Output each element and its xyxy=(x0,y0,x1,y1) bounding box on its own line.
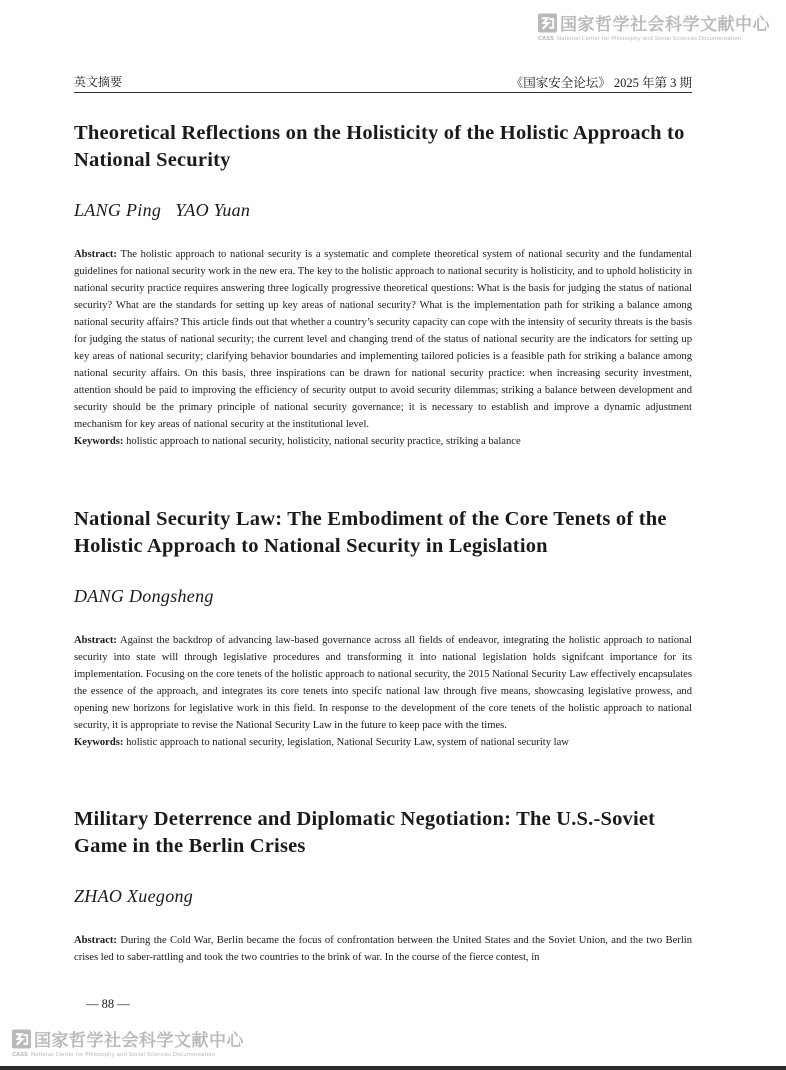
running-header xyxy=(74,72,692,93)
header-journal: 《国家安全论坛》 2025 年第 3 期 xyxy=(510,76,692,90)
keywords-text: holistic approach to national security, legislation, National Security Law, system of national security law xyxy=(126,737,569,748)
article-authors xyxy=(74,200,692,221)
article-2 xyxy=(74,506,692,751)
abstract-label: Abstract: xyxy=(74,249,117,260)
keywords-text: holistic approach to national security, holisticity, national security practice, striking a balance xyxy=(126,436,521,447)
article-abstract xyxy=(74,632,692,734)
watermark-cass: CASS xyxy=(538,36,554,42)
abstract-label: Abstract: xyxy=(74,635,117,646)
abstract-text: The holistic approach to national security is a systematic and complete theoretical system of national security and the fundamental guidelines for national security work in the new era. The key to the holistic approach to national security is holisticity, and to uphold holisticity in national security practice requires answering three logically progressive theoretical questions: What is the basis for judging the status of national security? What are the standards for setting up key areas of national security? What is the implementation path for striking a balance among national security affairs? This article finds out that whether a country’s security capacity can cope with the intensity of security threats is the basis for judging the status of national security; the current level and changing trend of the status of national security are the indicators for setting up key areas of national security; clarifying behavior boundaries and implementing tailored policies is a feasible path for striking a balance among national security affairs. On this basis, three inspirations can be drawn for national security practice: when increasing security investment, attention should be paid to improving the efficiency of security output to avoid security dilemmas; striking a balance between development and security should be the primary principle of national security governance; it is necessary to establish and improve a dynamic adjustment mechanism for key areas of national security at the institutional level. xyxy=(74,249,692,430)
article-abstract xyxy=(74,932,692,966)
watermark-chinese: 国家哲学社会科学文献中心 xyxy=(560,15,770,35)
header-section: 英文摘要 xyxy=(74,75,123,89)
abstract-label: Abstract: xyxy=(74,935,117,946)
author-name: DANG Dongsheng xyxy=(74,586,214,606)
keywords-label: Keywords: xyxy=(74,436,124,447)
article-title: National Security Law: The Embodiment of the Core Tenets of the Holistic Approach to National Security in Legislation xyxy=(74,508,667,557)
author-name: YAO Yuan xyxy=(175,200,251,220)
abstract-text: During the Cold War, Berlin became the focus of confrontation between the United States and the Soviet Union, and the two Berlin crises led to saber-rattling and took the two countries to the brink of war. In the course of the fierce contest, in xyxy=(74,935,692,963)
article-title: Military Deterrence and Diplomatic Negotiation: The U.S.-Soviet Game in the Berlin Crises xyxy=(74,808,656,857)
watermark-cass: CASS xyxy=(12,1052,28,1058)
cass-logo-icon xyxy=(12,1029,31,1049)
article-keywords xyxy=(74,734,692,751)
article-1 xyxy=(74,120,692,450)
article-keywords xyxy=(74,433,692,450)
watermark-english: National Center for Philosophy and Social Sciences Documentation xyxy=(30,1052,216,1058)
page-number: — 88 — xyxy=(86,997,130,1011)
bottom-border xyxy=(0,1066,786,1070)
keywords-label: Keywords: xyxy=(74,737,124,748)
article-title: Theoretical Reflections on the Holisticity of the Holistic Approach to National Security xyxy=(74,122,685,171)
watermark-top xyxy=(538,10,770,42)
watermark-chinese: 国家哲学社会科学文献中心 xyxy=(34,1031,244,1051)
article-authors xyxy=(74,886,692,907)
watermark-bottom xyxy=(12,1026,244,1058)
abstract-text: Against the backdrop of advancing law-based governance across all fields of endeavor, integrating the holistic approach to national security into state will through legislative procedures and transforming it into national legislation holds signifcant importance for its implementation. Focusing on the core tenets of the holistic approach to national security, the 2015 National Security Law effectively encapsulates the essence of the approach, and integrates its core tenets into specifc national law through five means, showcasing legislative prowess, and opening new horizons for legislative work in this field. In response to the development of the core tenets of the holistic approach to national security, it is appropriate to revise the National Security Law in the future to keep pace with the times. xyxy=(74,635,692,731)
watermark-english: National Center for Philosophy and Social Sciences Documentation xyxy=(556,36,742,42)
author-name: LANG Ping xyxy=(74,200,162,220)
author-name: ZHAO Xuegong xyxy=(74,886,194,906)
article-authors xyxy=(74,586,692,607)
article-abstract xyxy=(74,246,692,433)
article-3 xyxy=(74,806,692,966)
cass-logo-icon xyxy=(538,13,557,33)
